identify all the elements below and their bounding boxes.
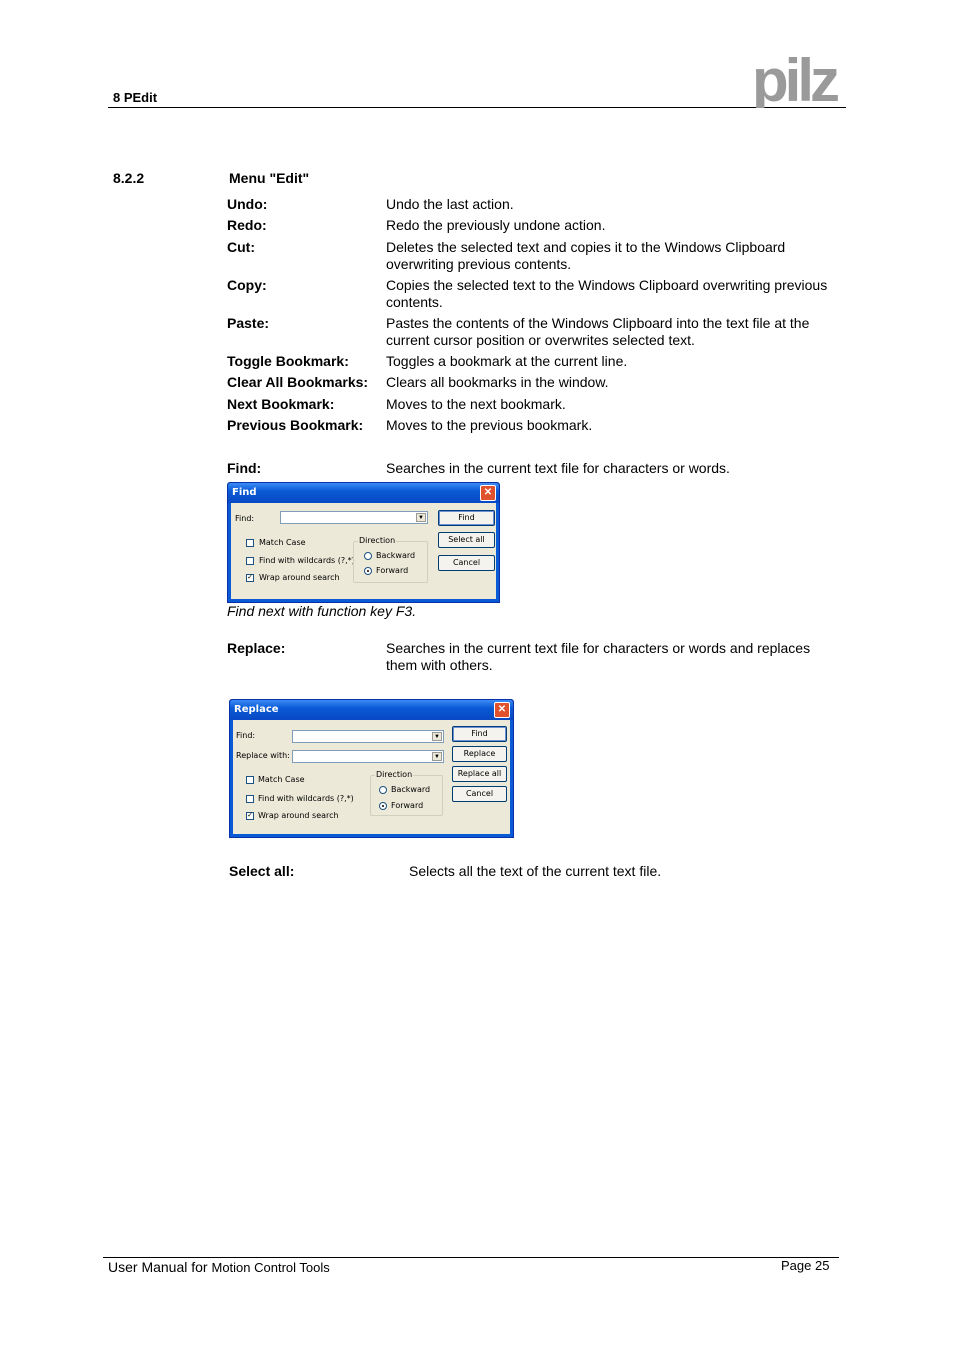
backward-radio[interactable]: [364, 552, 372, 560]
match-case-checkbox[interactable]: [246, 539, 254, 547]
direction-group: [353, 536, 428, 583]
chevron-down-icon[interactable]: ▼: [432, 752, 442, 761]
logo-text: pilz: [752, 54, 836, 108]
find-dialog-titlebar[interactable]: [228, 483, 499, 503]
chevron-down-icon[interactable]: ▼: [416, 513, 426, 522]
backward-label: Backward: [376, 551, 416, 560]
term-replace: Replace:: [227, 640, 286, 656]
wrap-checkbox[interactable]: ✓: [247, 812, 253, 819]
backward-label: Backward: [391, 785, 431, 794]
wrap-checkbox[interactable]: ✓: [247, 574, 253, 581]
wildcards-label: Find with wildcards (?,*): [258, 794, 354, 803]
backward-radio[interactable]: [379, 786, 387, 794]
replace-all-button[interactable]: Replace all: [452, 766, 507, 782]
desc-clear-bookmarks: Clears all bookmarks in the window.: [386, 374, 609, 390]
desc-undo: Undo the last action.: [386, 196, 514, 212]
desc-select-all: Selects all the text of the current text file.: [409, 863, 662, 879]
pilz-logo: [752, 54, 844, 108]
find-dialog-title: Find: [232, 487, 257, 498]
term-find: Find:: [227, 460, 262, 476]
desc-copy: Copies the selected text to the Windows Clipboard overwriting previous contents.: [386, 277, 828, 310]
forward-radio[interactable]: [364, 567, 372, 575]
section-title: Menu "Edit": [229, 170, 310, 186]
match-case-label: Match Case: [258, 775, 305, 784]
header-rule: [108, 107, 846, 108]
cancel-button[interactable]: Cancel: [438, 555, 495, 571]
term-toggle-bookmark: Toggle Bookmark:: [227, 353, 349, 369]
wildcards-checkbox[interactable]: [246, 795, 254, 803]
select-all-button[interactable]: Select all: [438, 532, 495, 548]
term-clear-bookmarks: Clear All Bookmarks:: [227, 374, 369, 390]
term-paste: Paste:: [227, 315, 270, 331]
match-case-label: Match Case: [259, 538, 306, 547]
find-button[interactable]: Find: [438, 510, 495, 526]
forward-radio[interactable]: [379, 802, 387, 810]
term-select-all: Select all:: [229, 863, 295, 879]
footer-manual-prefix: User Manual for: [108, 1259, 212, 1275]
replace-button[interactable]: Replace: [452, 746, 507, 762]
find-dialog-body: [231, 503, 496, 599]
find-combo[interactable]: [292, 730, 444, 743]
replace-combo[interactable]: [292, 750, 444, 763]
footer-rule: [103, 1257, 839, 1258]
wrap-label: Wrap around search: [259, 573, 340, 582]
desc-cut: Deletes the selected text and copies it to the Windows Clipboard overwriting previous contents.: [386, 239, 786, 272]
desc-previous-bookmark: Moves to the previous bookmark.: [386, 417, 593, 433]
desc-find: Searches in the current text file for characters or words.: [386, 460, 730, 476]
replace-dialog-body: [233, 720, 510, 834]
desc-toggle-bookmark: Toggles a bookmark at the current line.: [386, 353, 628, 369]
wildcards-label: Find with wildcards (?,*): [259, 556, 355, 565]
wildcards-checkbox[interactable]: [246, 557, 254, 565]
term-next-bookmark: Next Bookmark:: [227, 396, 335, 412]
chapter-title: 8 PEdit: [113, 90, 158, 105]
replace-with-label: Replace with:: [236, 751, 290, 760]
close-icon[interactable]: ✕: [480, 485, 496, 501]
direction-label: Direction: [376, 770, 413, 779]
footer-product: Motion Control Tools: [211, 1260, 330, 1275]
find-combo[interactable]: [280, 511, 428, 524]
term-cut: Cut:: [227, 239, 255, 255]
desc-replace: Searches in the current text file for characters or words and replaces them with others.: [386, 640, 811, 673]
desc-next-bookmark: Moves to the next bookmark.: [386, 396, 566, 412]
section-number: 8.2.2: [113, 170, 145, 186]
direction-group: [370, 770, 443, 816]
find-label: Find:: [235, 514, 255, 523]
replace-dialog-title: Replace: [234, 704, 279, 715]
term-previous-bookmark: Previous Bookmark:: [227, 417, 364, 433]
find-dialog: [227, 482, 500, 603]
forward-label: Forward: [391, 801, 424, 810]
match-case-checkbox[interactable]: [246, 776, 254, 784]
desc-paste: Pastes the contents of the Windows Clipboard into the text file at the current cursor position or overwrites selected text.: [386, 315, 810, 348]
chevron-down-icon[interactable]: ▼: [432, 732, 442, 741]
find-button[interactable]: Find: [452, 726, 507, 742]
term-redo: Redo:: [227, 217, 267, 233]
wrap-label: Wrap around search: [258, 811, 339, 820]
find-caption: Find next with function key F3.: [227, 603, 417, 619]
desc-redo: Redo the previously undone action.: [386, 217, 606, 233]
footer-manual: [108, 1259, 330, 1275]
find-label: Find:: [236, 731, 256, 740]
term-undo: Undo:: [227, 196, 268, 212]
term-copy: Copy:: [227, 277, 267, 293]
direction-label: Direction: [359, 536, 396, 545]
forward-label: Forward: [376, 566, 409, 575]
replace-dialog: [229, 699, 514, 838]
cancel-button[interactable]: Cancel: [452, 786, 507, 802]
page-number: Page 25: [781, 1258, 830, 1273]
close-icon[interactable]: ✕: [494, 702, 510, 718]
